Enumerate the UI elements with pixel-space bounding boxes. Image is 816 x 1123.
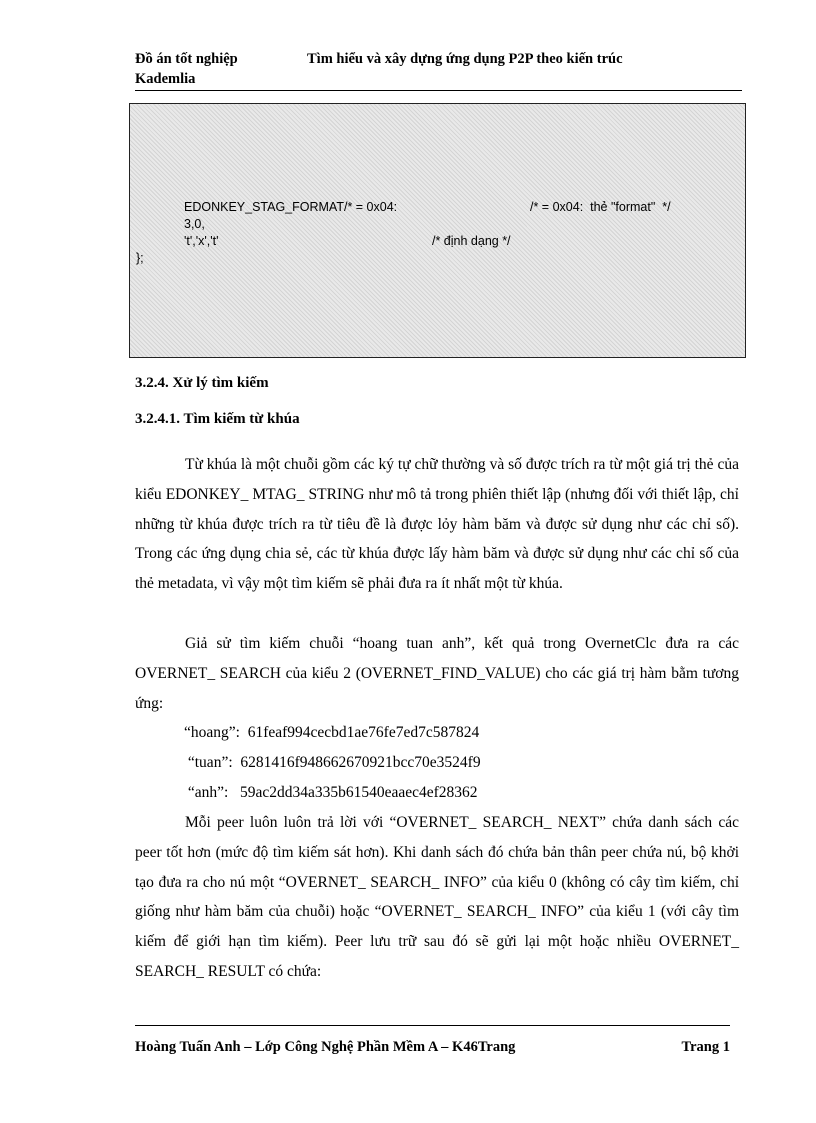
paragraph-2 [135,629,739,718]
paragraph-2-text: Giả sử tìm kiếm chuỗi “hoang tuan anh”, kết quả trong OvernetClc đưa ra các OVERNET_ SEARCH của kiểu 2 (OVERNET_FIND_VALUE) cho các giá trị hàm bằm tương ứng: [135,635,739,712]
code-line-1b: /* = 0x04: thẻ "format" */ [530,200,671,214]
code-box [129,103,746,358]
paragraph-3-text: Mỗi peer luôn luôn trả lời với “OVERNET_ SEARCH_ NEXT” chứa danh sách các peer tốt hơn (mức độ tìm kiếm sát hơn). Khi danh sách đó chứa bản thân peer chứa nú, bộ khởi tạo đưa ra cho nú một “OVERNET_ SEARCH_ INFO” của kiểu 0 (không có cây tìm kiếm, chỉ giống như hàm băm của chuỗi) hoặc “OVERNET_ SEARCH_ INFO” của kiểu 1 (với cây tìm kiếm để giới hạn tìm kiếm). Peer lưu trữ sau đó sẽ gửi lại một hoặc nhiều OVERNET_ SEARCH_ RESULT có chứa: [135,814,739,980]
header-left-label: Đồ án tốt nghiệp [135,51,238,67]
paragraph-1-text: Từ khúa là một chuỗi gồm các ký tự chữ thường và số được trích ra từ một giá trị thẻ của kiểu EDONKEY_ MTAG_ STRING như mô tả trong phiên thiết lập (nhưng đối với thiết lập, chỉ những từ khúa được trích ra từ tiêu đề là được lỏy hàm băm và được sử dụng như các chỉ số). Trong các ứng dụng chia sẻ, các từ khúa được lấy hàm băm và được sử dụng như các chỉ số của thẻ metadata, vì vậy một tìm kiếm sẽ phải đưa ra ít nhất một từ khúa. [135,456,739,593]
code-line-2: 3,0, [184,217,205,231]
footer-divider [135,1025,730,1026]
subsection-heading: 3.2.4.1. Tìm kiếm từ khúa [135,411,300,427]
section-heading: 3.2.4. Xử lý tìm kiếm [135,375,269,391]
page-header [135,49,742,89]
paragraph-1 [135,450,739,599]
paragraph-3 [135,808,739,987]
page-footer [135,1039,730,1056]
header-divider [135,90,742,91]
page-number: Trang 1 [681,1039,730,1055]
hash-hoang: “hoang”: 61feaf994cecbd1ae76fe7ed7c587824 [184,724,480,741]
hash-anh: “anh”: 59ac2dd34a335b61540eaaec4ef28362 [184,784,478,801]
header-title-line1: Tìm hiểu và xây dựng ứng dụng P2P theo kiến trúc [307,51,623,67]
code-line-3a: 't','x','t' [184,234,219,248]
hash-tuan: “tuan”: 6281416f948662670921bcc70e3524f9 [184,754,481,771]
code-line-1a: EDONKEY_STAG_FORMAT/* = 0x04: [184,200,398,214]
code-line-3b: /* định dạng */ [432,234,511,248]
header-title-line2: Kademlia [135,71,196,87]
footer-author: Hoàng Tuấn Anh – Lớp Công Nghệ Phần Mềm A – K46Trang [135,1039,516,1055]
code-line-4: }; [136,251,144,265]
